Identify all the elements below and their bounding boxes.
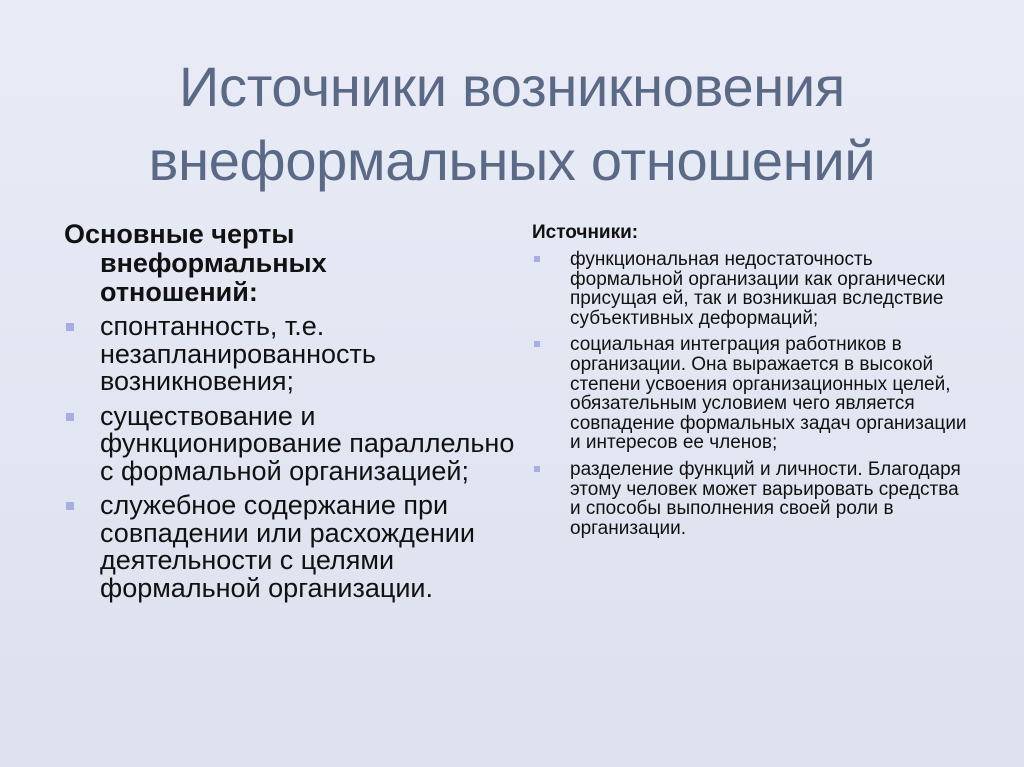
list-item-text: разделение функций и личности. Благодаря этому человек может варьировать средства и способы выполнения своей роли в организации. — [570, 458, 961, 539]
list-item — [64, 492, 524, 602]
square-bullet-icon — [66, 323, 74, 331]
list-item — [64, 400, 524, 486]
left-column — [64, 220, 524, 609]
slide-title — [0, 50, 1024, 198]
left-bullet-list — [64, 313, 524, 602]
slide-title-line-2: внеформальных отношений — [148, 129, 876, 192]
square-bullet-icon — [66, 413, 74, 421]
square-bullet-icon — [66, 502, 74, 510]
left-heading-line-1: Основные черты — [64, 219, 295, 249]
left-heading-line-3: отношений: — [100, 277, 258, 307]
list-item-text: существование и функционирование параллельно с формальной организацией; — [100, 400, 515, 486]
left-heading-line-2: внеформальных — [100, 248, 327, 278]
list-item-text: спонтанность, т.е. незапланированность возникновения; — [100, 311, 376, 396]
square-bullet-icon — [534, 466, 540, 472]
list-item-text: функциональная недостаточность формальной организации как органически присущая ей, так и возникшая вследствие субъективных деформаций; — [570, 249, 946, 329]
list-item-text: социальная интеграция работников в организации. Она выражается в высокой степени усвоения организационных целей, обязательным условием чего является совпадение формальных задач организации и интересов ее членов; — [570, 334, 967, 454]
list-item — [64, 313, 524, 396]
square-bullet-icon — [534, 256, 540, 262]
slide-title-line-1: Источники возникновения — [179, 55, 845, 118]
square-bullet-icon — [534, 341, 540, 347]
right-bullet-list — [532, 250, 972, 538]
left-column-heading — [64, 220, 524, 307]
list-item — [532, 250, 972, 328]
right-column-heading: Источники: — [532, 222, 639, 243]
list-item-text: служебное содержание при совпадении или расхождении деятельности с целями формальной организации. — [100, 490, 475, 603]
right-column — [532, 222, 972, 545]
list-item — [532, 460, 972, 538]
list-item — [532, 335, 972, 453]
